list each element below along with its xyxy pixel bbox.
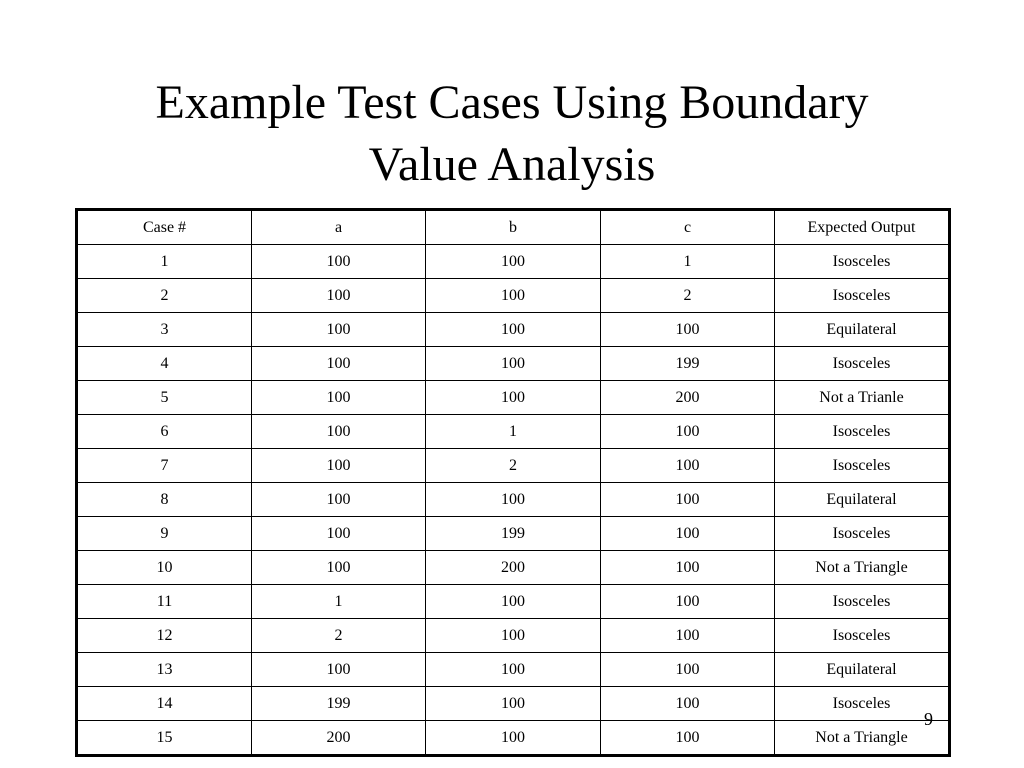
cell-expected-output: Isosceles [775,245,950,279]
cell-a: 100 [252,415,426,449]
cell-a: 100 [252,381,426,415]
cell-expected-output: Isosceles [775,687,950,721]
cell-c: 100 [601,687,775,721]
cell-c: 100 [601,551,775,585]
table-row [77,415,950,449]
cell-a: 100 [252,347,426,381]
cell-b: 100 [426,585,601,619]
cell-case-number: 6 [77,415,252,449]
table-row [77,517,950,551]
header-a: a [252,210,426,245]
cell-case-number: 2 [77,279,252,313]
cell-b: 2 [426,449,601,483]
cell-case-number: 7 [77,449,252,483]
table-row [77,483,950,517]
table-row [77,585,950,619]
slide-title-line-2: Value Analysis [368,138,656,191]
test-cases-table [75,208,951,757]
slide-title-line-1: Example Test Cases Using Boundary [155,76,869,129]
header-b: b [426,210,601,245]
table-header-row [77,210,950,245]
table-row [77,347,950,381]
cell-b: 100 [426,653,601,687]
cell-a: 100 [252,449,426,483]
table-row [77,313,950,347]
cell-c: 100 [601,449,775,483]
cell-b: 199 [426,517,601,551]
header-c: c [601,210,775,245]
cell-case-number: 15 [77,721,252,756]
cell-expected-output: Isosceles [775,619,950,653]
cell-expected-output: Isosceles [775,517,950,551]
table-row [77,619,950,653]
cell-a: 100 [252,245,426,279]
cell-b: 100 [426,245,601,279]
table-row [77,551,950,585]
cell-c: 2 [601,279,775,313]
cell-c: 100 [601,483,775,517]
cell-case-number: 5 [77,381,252,415]
header-expected-output: Expected Output [775,210,950,245]
cell-expected-output: Equilateral [775,653,950,687]
cell-a: 199 [252,687,426,721]
cell-a: 100 [252,517,426,551]
cell-case-number: 4 [77,347,252,381]
cell-b: 200 [426,551,601,585]
slide-title [0,72,1024,196]
cell-case-number: 10 [77,551,252,585]
cell-a: 100 [252,483,426,517]
cell-expected-output: Isosceles [775,279,950,313]
cell-b: 100 [426,313,601,347]
cell-expected-output: Isosceles [775,585,950,619]
table-row [77,449,950,483]
cell-case-number: 3 [77,313,252,347]
cell-a: 100 [252,313,426,347]
cell-a: 100 [252,653,426,687]
cell-c: 100 [601,585,775,619]
cell-c: 100 [601,653,775,687]
page-number: 9 [924,709,933,729]
cell-b: 100 [426,619,601,653]
cell-case-number: 13 [77,653,252,687]
cell-case-number: 9 [77,517,252,551]
cell-a: 2 [252,619,426,653]
cell-c: 100 [601,517,775,551]
cell-a: 100 [252,279,426,313]
cell-case-number: 8 [77,483,252,517]
cell-expected-output: Not a Triangle [775,721,950,756]
table-row [77,687,950,721]
cell-c: 200 [601,381,775,415]
cell-c: 100 [601,721,775,756]
cell-expected-output: Not a Triangle [775,551,950,585]
cell-case-number: 12 [77,619,252,653]
cell-b: 100 [426,381,601,415]
table-row [77,245,950,279]
cell-case-number: 11 [77,585,252,619]
cell-b: 1 [426,415,601,449]
header-case-number: Case # [77,210,252,245]
table-row [77,279,950,313]
cell-c: 199 [601,347,775,381]
cell-a: 1 [252,585,426,619]
cell-a: 200 [252,721,426,756]
cell-c: 100 [601,619,775,653]
cell-b: 100 [426,347,601,381]
cell-b: 100 [426,721,601,756]
cell-c: 100 [601,415,775,449]
cell-b: 100 [426,279,601,313]
cell-expected-output: Isosceles [775,347,950,381]
cell-expected-output: Equilateral [775,483,950,517]
table-row [77,381,950,415]
cell-a: 100 [252,551,426,585]
cell-c: 100 [601,313,775,347]
cell-expected-output: Isosceles [775,449,950,483]
cell-b: 100 [426,483,601,517]
cell-expected-output: Isosceles [775,415,950,449]
cell-b: 100 [426,687,601,721]
cell-case-number: 1 [77,245,252,279]
cell-c: 1 [601,245,775,279]
table-row [77,721,950,756]
cell-case-number: 14 [77,687,252,721]
cell-expected-output: Equilateral [775,313,950,347]
table-row [77,653,950,687]
cell-expected-output: Not a Trianle [775,381,950,415]
